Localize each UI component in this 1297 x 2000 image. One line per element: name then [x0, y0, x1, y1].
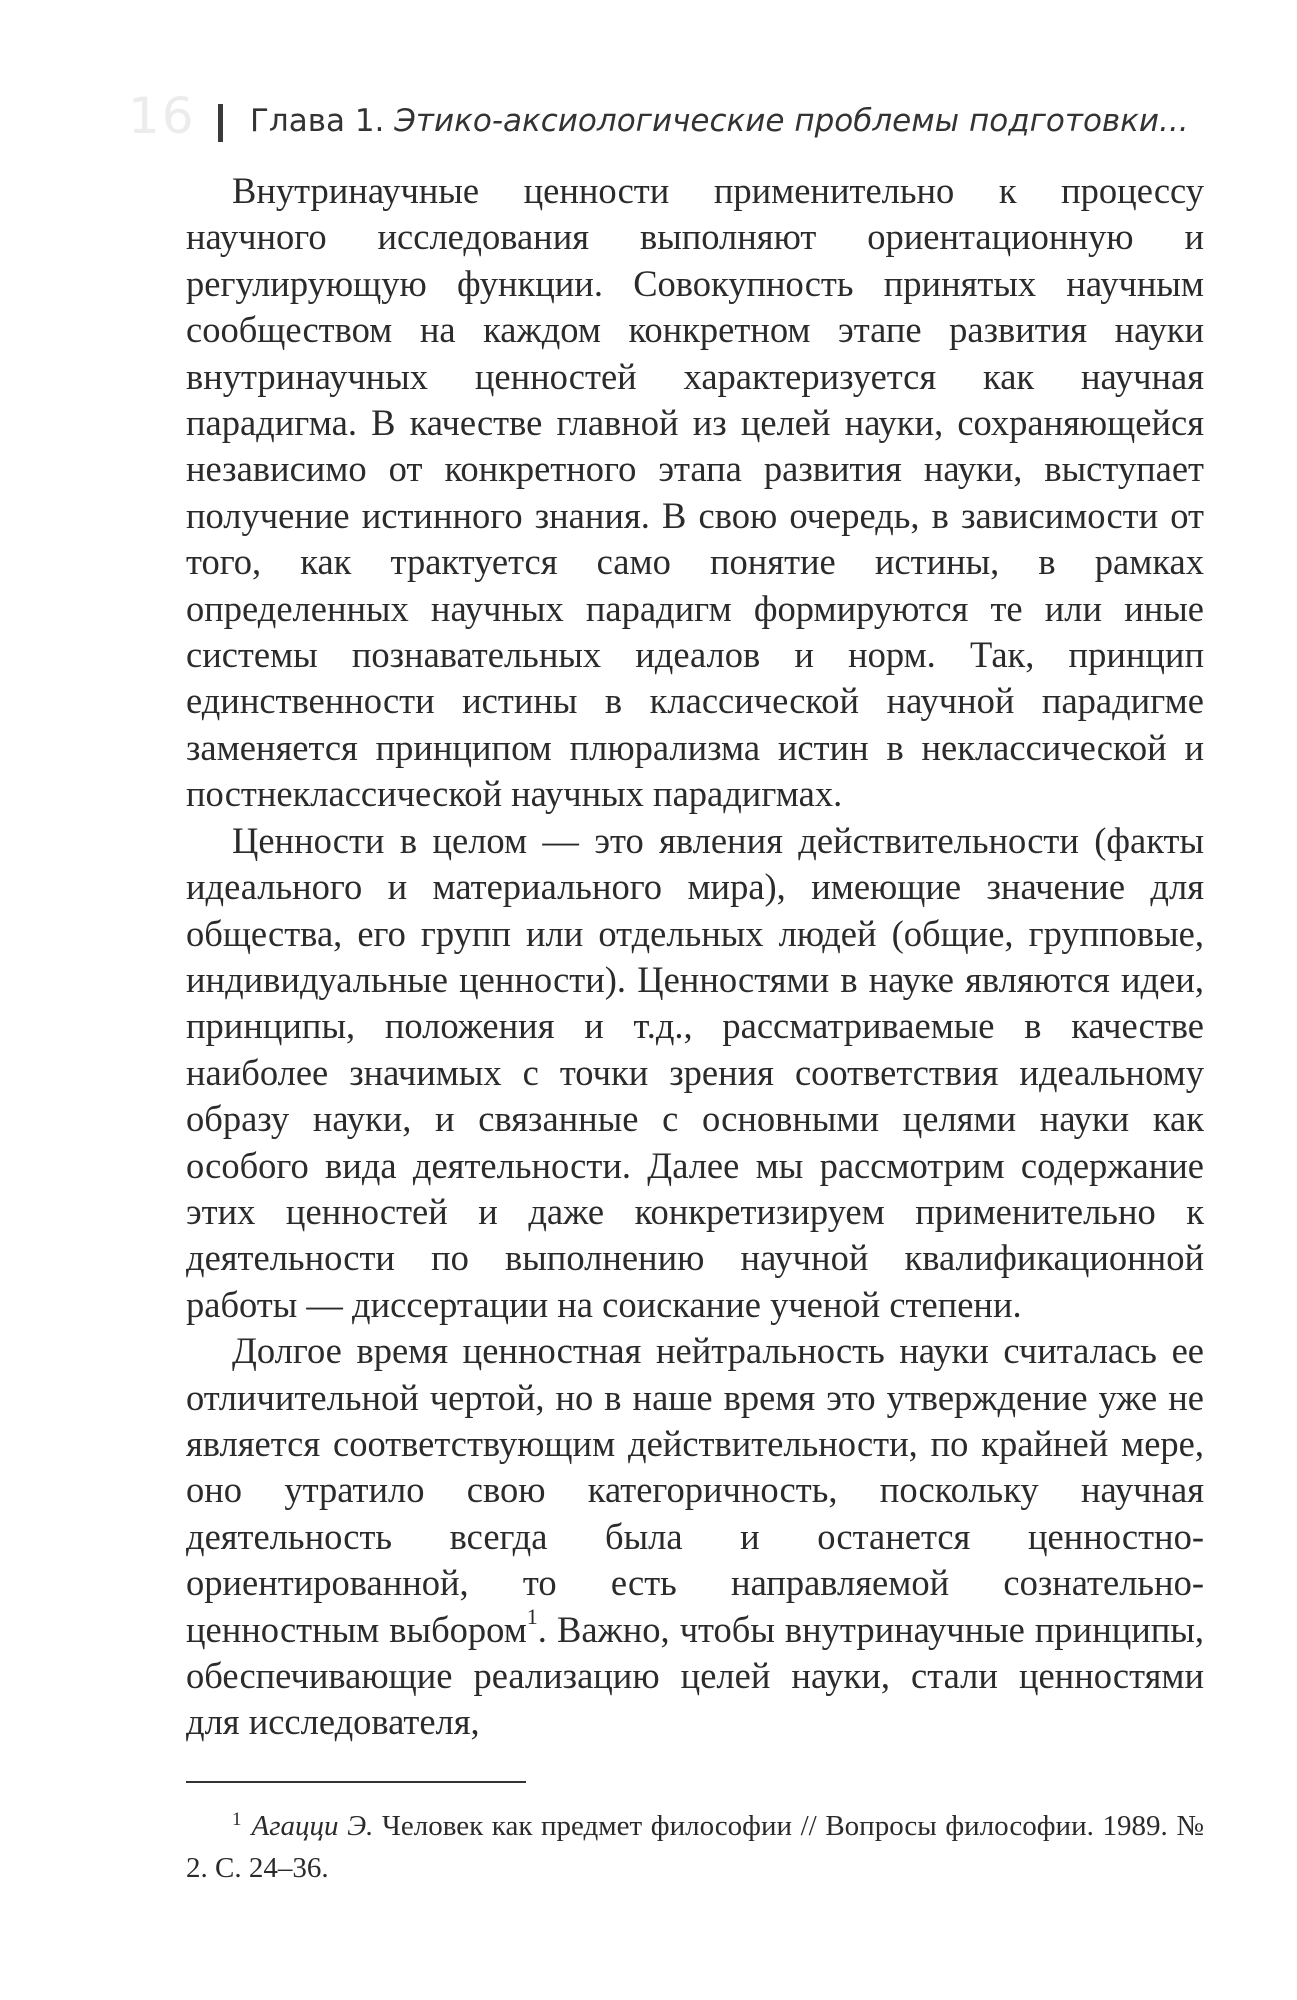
- footnotes: [186, 1807, 1204, 1888]
- chapter-label: Глава 1.: [250, 103, 385, 139]
- paragraph-text: Внутринаучные ценности применительно к процессу научного исследования выполняют ориентационную и регулирующую функции. Совокупность принятых научным сообществом на каждом конкретном этапе развития науки внутринаучных ценностей характеризуется как научная парадигма. В качестве главной из целей науки, сохраняющейся независимо от конкретного этапа развития науки, выступает получение истинного знания. В свою очередь, в зависимости от того, как трактуется само понятие истины, в рамках определенных научных парадигм формируются те или иные системы познавательных идеалов и норм. Так, принцип единственности истины в классической научной парадигме заменяется принципом плюрализма истин в неклассической и постнеклассической научных парадигмах.: [186, 170, 1204, 815]
- footnote-text: Человек как предмет философии // Вопросы философии. 1989. № 2. С. 24–36.: [186, 1810, 1204, 1884]
- page-number: 16: [128, 87, 196, 145]
- footnote: [186, 1807, 1204, 1888]
- paragraph-text: Ценности в целом — это явления действительности (факты идеального и материального мира), имеющие значение для общества, его групп или отдельных людей (общие, групповые, индивидуальные ценности). Ценностями в науке являются идеи, принципы, положения и т.д., рассматриваемые в качестве наиболее значимых с точки зрения соответствия идеальному образу науки, и связанные с основными целями науки как особого вида деятельности. Далее мы рассмотрим содержание этих ценностей и даже конкретизируем применительно к деятельности по выполнению научной квалификационной работы — диссертации на соискание ученой степени.: [186, 819, 1204, 1325]
- footnote-separator: [186, 1781, 526, 1783]
- footnote-reference[interactable]: 1: [526, 1604, 538, 1630]
- footnote-mark: 1: [232, 1809, 242, 1830]
- paragraph: [186, 1328, 1204, 1746]
- body-text: [186, 168, 1204, 1746]
- paragraph-text: Долгое время ценностная нейтральность науки считалась ее отличительной чертой, но в наше время это утверждение уже не является соответствующим действительности, по крайней мере, оно утратило свою категоричность, поскольку научная деятельность всегда была и останется ценностно-ориентированной, то есть направляемой сознательно-ценностным выбором: [186, 1330, 1204, 1650]
- paragraph: [186, 818, 1204, 1328]
- header-divider-bar: [218, 104, 223, 142]
- footnote-author: Агацци Э.: [251, 1810, 374, 1842]
- paragraph: [186, 168, 1204, 818]
- running-header: [250, 96, 1189, 146]
- chapter-title: Этико-аксиологические проблемы подготовки...: [394, 103, 1189, 139]
- paragraph-text: . Важно, чтобы внутринаучные принципы, обеспечивающие реализацию целей науки, стали ценностями для исследователя,: [186, 1608, 1204, 1743]
